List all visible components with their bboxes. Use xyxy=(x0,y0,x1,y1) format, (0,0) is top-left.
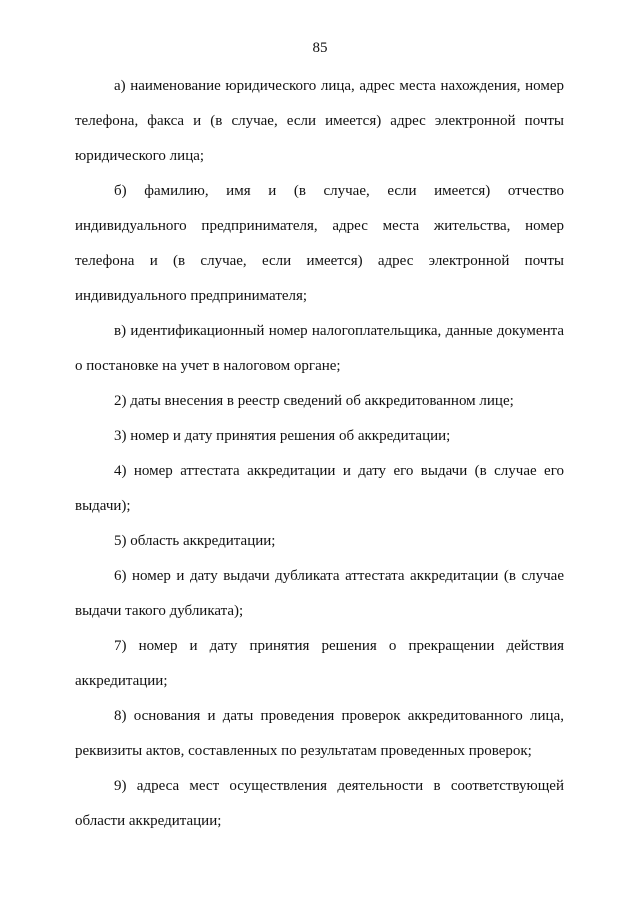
paragraph-termination-decision: 7) номер и дату принятия решения о прекращении действия аккредитации; xyxy=(75,638,564,689)
paragraph-legal-entity-name: а) наименование юридического лица, адрес места нахождения, номер телефона, факса и (в случае, если имеется) адрес электронной почты юридического лица; xyxy=(75,78,564,164)
paragraph-accreditation-decision: 3) номер и дату принятия решения об аккредитации; xyxy=(114,428,451,444)
paragraph-taxpayer-number: в) идентификационный номер налогоплательщика, данные документа о постановке на учет в налоговом органе; xyxy=(75,323,564,374)
paragraph-duplicate-certificate: 6) номер и дату выдачи дубликата аттестата аккредитации (в случае выдачи такого дубликата); xyxy=(75,568,564,619)
paragraph-activity-addresses: 9) адреса мест осуществления деятельности в соответствующей области аккредитации; xyxy=(75,778,564,829)
paragraph-accreditation-scope: 5) область аккредитации; xyxy=(114,533,276,549)
paragraph-entrepreneur-name: б) фамилию, имя и (в случае, если имеется) отчество индивидуального предпринимателя, адрес места жительства, номер телефона и (в случае, если имеется) адрес электронной почты индивидуального предпринимателя; xyxy=(75,183,564,304)
page-number: 85 xyxy=(312,40,328,56)
paragraph-registry-dates: 2) даты внесения в реестр сведений об аккредитованном лице; xyxy=(114,393,514,409)
paragraph-certificate-number: 4) номер аттестата аккредитации и дату его выдачи (в случае его выдачи); xyxy=(75,463,564,514)
paragraph-inspections: 8) основания и даты проведения проверок аккредитованного лица, реквизиты актов, составленных по результатам проведенных проверок; xyxy=(75,708,564,759)
